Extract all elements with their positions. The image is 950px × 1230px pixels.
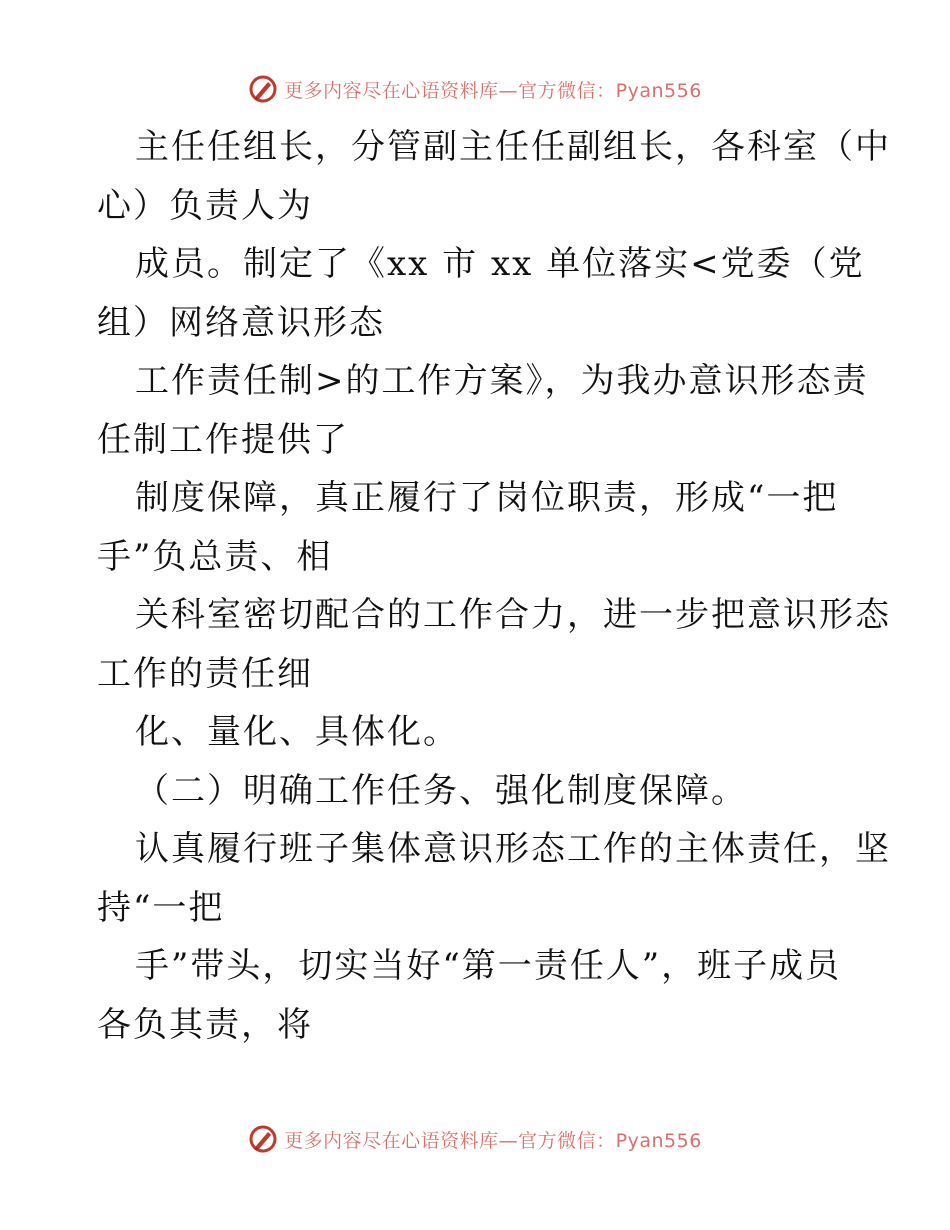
text-line: 手”带头，切实当好“第一责任人”，班子成员 (135, 946, 842, 986)
text-line: 关科室密切配合的工作合力，进一步把意识形态 (135, 595, 891, 635)
text-line: 成员。制定了《xx 市 xx 单位落实<党委（党 (135, 244, 865, 284)
text-line: 制度保障，真正履行了岗位职责，形成“一把 (135, 478, 839, 518)
text-line: （二）明确工作任务、强化制度保障。 (135, 770, 747, 811)
text-line: 工作的责任细 (97, 653, 313, 694)
text-line: 工作责任制>的工作方案》，为我办意识形态责 (135, 361, 869, 401)
text-line: 组）网络意识形态 (97, 302, 385, 343)
text-line: 主任任组长，分管副主任任副组长，各科室（中 (135, 127, 891, 167)
text-line: 任制工作提供了 (97, 419, 349, 460)
watermark-text: 更多内容尽在心语资料库—官方微信：Pyan556 (284, 79, 702, 102)
text-line: 认真履行班子集体意识形态工作的主体责任，坚 (135, 829, 891, 869)
text-line: 各负其责，将 (97, 1004, 313, 1045)
header-watermark (0, 74, 950, 104)
text-line: 手”负总责、相 (97, 536, 333, 577)
document-body (97, 118, 891, 1054)
watermark-text: 更多内容尽在心语资料库—官方微信：Pyan556 (284, 1129, 702, 1152)
text-line: 持“一把 (97, 887, 225, 928)
pen-logo-icon (248, 1124, 278, 1154)
footer-watermark (0, 1124, 950, 1154)
text-line: 心）负责人为 (97, 185, 313, 226)
pen-logo-icon (248, 74, 278, 104)
text-line: 化、量化、具体化。 (135, 712, 459, 752)
